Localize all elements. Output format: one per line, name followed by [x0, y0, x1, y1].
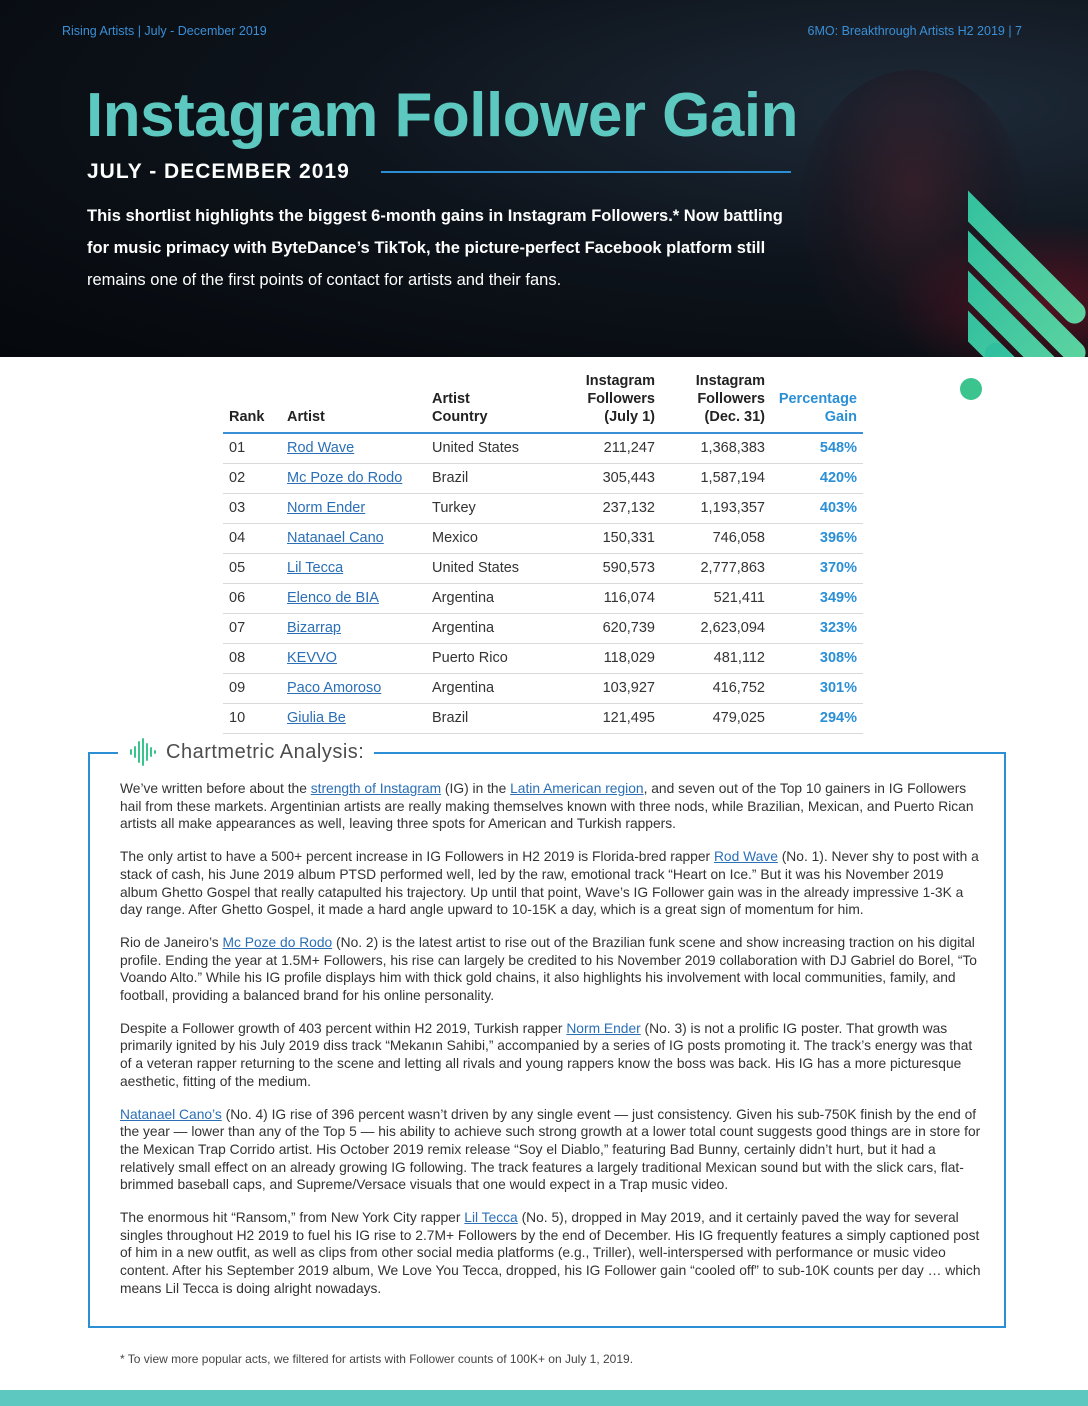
cell-followers-july: 237,132 — [556, 493, 661, 523]
intro-rest: remains one of the first points of contact for artists and their fans. — [87, 271, 562, 289]
hero-banner — [0, 0, 1088, 357]
cell-percentage-gain: 548% — [771, 433, 863, 463]
artist-link[interactable]: Rod Wave — [287, 440, 355, 457]
table-row — [223, 583, 863, 613]
artist-link[interactable]: Lil Tecca — [287, 560, 344, 576]
cell-rank: 06 — [223, 583, 281, 613]
subtitle-divider — [381, 171, 791, 173]
artist-link[interactable]: Bizarrap — [287, 620, 341, 636]
cell-rank: 02 — [223, 463, 281, 493]
link-lil-tecca[interactable]: Lil Tecca — [464, 1210, 518, 1226]
cell-followers-dec: 416,752 — [661, 673, 771, 703]
cell-followers-dec: 746,058 — [661, 523, 771, 553]
header-followers-july: Instagram Followers (July 1) — [556, 372, 661, 433]
cell-followers-dec: 1,368,383 — [661, 433, 771, 463]
cell-rank: 09 — [223, 673, 281, 703]
cell-followers-dec: 1,587,194 — [661, 463, 771, 493]
artist-link[interactable]: Elenco de BIA — [287, 590, 379, 606]
cell-percentage-gain: 308% — [771, 643, 863, 673]
artist-link[interactable]: Paco Amoroso — [287, 680, 382, 696]
cell-artist — [281, 523, 426, 553]
cell-rank: 03 — [223, 493, 281, 523]
link-latin-american-region[interactable]: Latin American region — [510, 781, 644, 796]
artist-link[interactable]: KEVVO — [287, 650, 337, 666]
analysis-text — [120, 780, 982, 1313]
artist-link[interactable]: Giulia Be — [287, 710, 346, 726]
analysis-paragraph-3: Rio de Janeiro’s Mc Poze do Rodo (No. 2) is the latest artist to rise out of the Brazilian funk scene and show increasing traction on his digital profile. Ending the year at 1.5M+ Followers, his rise can largely be credited to his November 2019 collaboration with DJ Gabriel do Borel, “To Voando Alto.” While his IG profile displays him with thick gold chains, it also highlights his involvement with local communities, family, and football, providing a balanced brand for his online personality. — [120, 934, 977, 1004]
cell-followers-july: 103,927 — [556, 673, 661, 703]
artist-link[interactable]: Mc Poze do Rodo — [287, 470, 403, 486]
footnote: * To view more popular acts, we filtered for artists with Follower counts of 100K+ on July 1, 2019. — [120, 1352, 634, 1366]
cell-artist — [281, 463, 426, 493]
analysis-heading — [118, 736, 374, 768]
cell-rank: 04 — [223, 523, 281, 553]
cell-percentage-gain: 403% — [771, 493, 863, 523]
link-norm-ender[interactable]: Norm Ender — [566, 1020, 641, 1036]
cell-artist — [281, 613, 426, 643]
bottom-accent-bar — [0, 1390, 1088, 1406]
cell-rank: 05 — [223, 553, 281, 583]
cell-artist — [281, 673, 426, 703]
table-row — [223, 463, 863, 493]
intro-text — [87, 200, 802, 296]
header-country: Artist Country — [426, 372, 556, 433]
cell-rank: 08 — [223, 643, 281, 673]
cell-rank: 07 — [223, 613, 281, 643]
cell-country: Argentina — [426, 673, 556, 703]
link-strength-of-instagram[interactable]: strength of Instagram — [310, 781, 442, 796]
cell-country: Brazil — [426, 703, 556, 733]
cell-artist — [281, 433, 426, 463]
decorative-stripes — [968, 175, 1088, 357]
cell-rank: 01 — [223, 433, 281, 463]
cell-followers-dec: 2,623,094 — [661, 613, 771, 643]
cell-country: Brazil — [426, 463, 556, 493]
analysis-title: Chartmetric Analysis: — [166, 740, 365, 763]
cell-followers-july: 305,443 — [556, 463, 661, 493]
cell-followers-july: 121,495 — [556, 703, 661, 733]
cell-country: Mexico — [426, 523, 556, 553]
intro-bold: This shortlist highlights the biggest 6-month gains in Instagram Followers.* Now battling for music primacy with ByteDance’s TikTok, the picture-perfect Facebook platform still — [87, 207, 783, 257]
table-row — [223, 433, 863, 463]
header-percentage-gain: Percentage Gain — [771, 372, 863, 433]
link-mc-poze-do-rodo[interactable]: Mc Poze do Rodo — [222, 934, 333, 950]
link-natanael-cano[interactable]: Natanael Cano’s — [120, 1106, 222, 1122]
analysis-paragraph-5: Natanael Cano’s (No. 4) IG rise of 396 percent wasn’t driven by any single event — just consistency. Given his sub-750K finish by the end of the year — lower than any of the Top 5 — his ability to achieve such strong growth at a lower total count suggests good things are in store for the Mexican Trap Corrido artist. His October 2019 remix release “Soy el Diablo,” featuring Bad Bunny, certainly didn’t hurt, but it had a relatively small effect on an already growing IG following. The track features a largely traditional Mexican sound but with the slick cars, flat-brimmed baseball caps, and Supreme/Versace visuals that one would expect in a Trap music video. — [120, 1106, 981, 1193]
cell-percentage-gain: 323% — [771, 613, 863, 643]
cell-artist — [281, 553, 426, 583]
cell-percentage-gain: 370% — [771, 553, 863, 583]
artist-link[interactable]: Norm Ender — [287, 500, 366, 516]
table-row — [223, 643, 863, 673]
cell-followers-july: 211,247 — [556, 433, 661, 463]
cell-followers-july: 590,573 — [556, 553, 661, 583]
cell-followers-dec: 521,411 — [661, 583, 771, 613]
cell-percentage-gain: 294% — [771, 703, 863, 733]
running-header-right: 6MO: Breakthrough Artists H2 2019 | 7 — [807, 24, 1022, 38]
cell-followers-july: 116,074 — [556, 583, 661, 613]
cell-percentage-gain: 301% — [771, 673, 863, 703]
cell-followers-dec: 2,777,863 — [661, 553, 771, 583]
table-row — [223, 493, 863, 523]
header-artist: Artist — [281, 372, 426, 433]
cell-followers-july: 620,739 — [556, 613, 661, 643]
cell-country: Turkey — [426, 493, 556, 523]
cell-percentage-gain: 396% — [771, 523, 863, 553]
cell-artist — [281, 493, 426, 523]
cell-percentage-gain: 420% — [771, 463, 863, 493]
table-row — [223, 613, 863, 643]
cell-percentage-gain: 349% — [771, 583, 863, 613]
page-subtitle: JULY - DECEMBER 2019 — [87, 160, 350, 183]
page-title: Instagram Follower Gain — [86, 81, 798, 150]
table-row — [223, 703, 863, 733]
analysis-paragraph-2: The only artist to have a 500+ percent increase in IG Followers in H2 2019 is Florida-bred rapper Rod Wave (No. 1). Never shy to post with a stack of cash, his June 2019 album PTSD performed well, led by the raw, emotional track “Heart on Ice.” But it was his November 2019 album Ghetto Gospel that really catapulted his trajectory. Up until that point, Wave’s IG Follower gain was in the already impressive 1-3K a day range. After Ghetto Gospel, it made a hard angle upward to 10-15K a day, which is a great sign of momentum for him. — [120, 849, 979, 918]
analysis-paragraph-1: We’ve written before about the strength of Instagram (IG) in the Latin American region, and seven out of the Top 10 gainers in IG Followers hail from these markets. Argentinian artists are really making themselves known with three nods, while Brazilian, Mexican, and Puerto Rican artists all make appearances as well, leaving three spots for American and Turkish rappers. — [120, 781, 974, 832]
decorative-dot — [960, 378, 982, 400]
chartmetric-logo-icon — [128, 737, 158, 767]
running-header-left: Rising Artists | July - December 2019 — [62, 24, 267, 38]
artist-link[interactable]: Natanael Cano — [287, 530, 384, 546]
analysis-paragraph-4: Despite a Follower growth of 403 percent within H2 2019, Turkish rapper Norm Ender (No. 3) is not a prolific IG poster. That growth was primarily ignited by his July 2019 diss track “Mekanın Sahibi,” accompanied by a series of IG posts promoting it. The track’s energy was that of a veteran rapper returning to the scene and letting all rivals and young rappers know the boss was back. His IG has a more picturesque aesthetic, fitting of the medium. — [120, 1020, 973, 1089]
cell-artist — [281, 643, 426, 673]
follower-gain-table — [223, 372, 863, 734]
cell-country: United States — [426, 553, 556, 583]
table-header-row — [223, 372, 863, 433]
cell-followers-july: 150,331 — [556, 523, 661, 553]
cell-country: Argentina — [426, 613, 556, 643]
table-row — [223, 673, 863, 703]
table-row — [223, 523, 863, 553]
header-followers-dec: Instagram Followers (Dec. 31) — [661, 372, 771, 433]
cell-followers-dec: 479,025 — [661, 703, 771, 733]
cell-country: Argentina — [426, 583, 556, 613]
link-rod-wave[interactable]: Rod Wave — [713, 849, 778, 865]
table-row — [223, 553, 863, 583]
cell-followers-dec: 1,193,357 — [661, 493, 771, 523]
cell-country: United States — [426, 433, 556, 463]
cell-artist — [281, 583, 426, 613]
header-rank: Rank — [223, 372, 281, 433]
analysis-paragraph-6: The enormous hit “Ransom,” from New York City rapper Lil Tecca (No. 5), dropped in May 2019, and it certainly paved the way for several singles throughout H2 2019 to fuel his IG rise to 2.7M+ Followers by the end of December. His IG frequently features a simply captioned post of him in a new outfit, as well as clips from other social media platforms (e.g., Triller), well-interspersed with performance or music video content. After his September 2019 album, We Love You Tecca, dropped, his IG Follower gain “cooled off” to sub-10K counts per day … which means Lil Tecca is doing alright nowadays. — [120, 1210, 981, 1296]
cell-country: Puerto Rico — [426, 643, 556, 673]
cell-rank: 10 — [223, 703, 281, 733]
cell-artist — [281, 703, 426, 733]
cell-followers-dec: 481,112 — [661, 643, 771, 673]
cell-followers-july: 118,029 — [556, 643, 661, 673]
